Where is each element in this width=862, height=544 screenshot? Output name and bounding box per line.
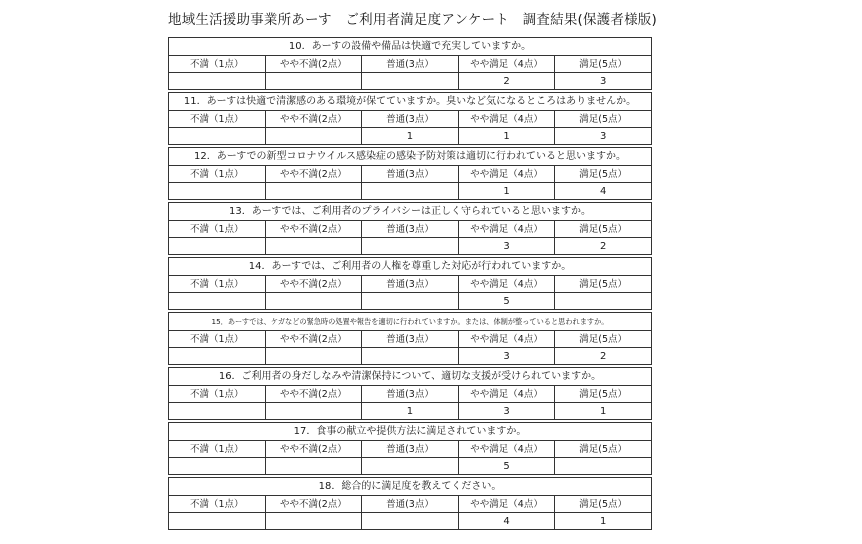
- answer-table: [168, 330, 652, 365]
- response-count: [362, 293, 459, 310]
- option-labels-row: [169, 496, 652, 513]
- option-label: 満足(5点）: [555, 221, 652, 238]
- question-text: 13．あーすでは、ご利用者のプライバシーは正しく守られていると思いますか。: [168, 202, 652, 221]
- option-label: 満足(5点）: [555, 276, 652, 293]
- option-label: やや不満(2点）: [265, 496, 362, 513]
- question-text: 15．あーすでは、ケガなどの緊急時の処置や報告を適切に行われていますか。または、体制が整っていると思われますか。: [168, 312, 652, 331]
- response-counts-row: [169, 183, 652, 200]
- option-label: やや不満(2点）: [265, 386, 362, 403]
- option-label: 不満（1点）: [169, 386, 266, 403]
- option-labels-row: [169, 276, 652, 293]
- response-count: [169, 458, 266, 475]
- answer-table: [168, 385, 652, 420]
- response-count: [265, 513, 362, 530]
- question-block: [168, 477, 652, 532]
- response-count: 3: [458, 348, 555, 365]
- response-count: [169, 183, 266, 200]
- response-counts-row: [169, 128, 652, 145]
- option-label: 普通(3点）: [362, 276, 459, 293]
- option-label: やや満足（4点）: [458, 276, 555, 293]
- option-label: やや満足（4点）: [458, 221, 555, 238]
- option-labels-row: [169, 221, 652, 238]
- response-count: 5: [458, 293, 555, 310]
- response-count: [169, 293, 266, 310]
- option-label: 不満（1点）: [169, 496, 266, 513]
- option-label: やや不満(2点）: [265, 331, 362, 348]
- question-block: [168, 367, 652, 422]
- response-count: [169, 513, 266, 530]
- option-label: やや不満(2点）: [265, 441, 362, 458]
- answer-table: [168, 440, 652, 475]
- response-counts-row: [169, 348, 652, 365]
- response-count: 1: [555, 403, 652, 420]
- option-label: 普通(3点）: [362, 386, 459, 403]
- question-text: 14．あーすでは、ご利用者の人権を尊重した対応が行われていますか。: [168, 257, 652, 276]
- response-count: [265, 238, 362, 255]
- response-count: [169, 238, 266, 255]
- question-block: [168, 37, 652, 92]
- response-counts-row: [169, 513, 652, 530]
- response-count: 4: [458, 513, 555, 530]
- option-label: 満足(5点）: [555, 496, 652, 513]
- response-count: [169, 128, 266, 145]
- option-label: やや満足（4点）: [458, 56, 555, 73]
- option-label: 普通(3点）: [362, 496, 459, 513]
- question-text: 16．ご利用者の身だしなみや清潔保持について、適切な支援が受けられていますか。: [168, 367, 652, 386]
- response-count: [265, 348, 362, 365]
- response-counts-row: [169, 458, 652, 475]
- option-label: 満足(5点）: [555, 441, 652, 458]
- option-label: 不満（1点）: [169, 276, 266, 293]
- response-count: 1: [362, 403, 459, 420]
- question-text: 18．総合的に満足度を教えてください。: [168, 477, 652, 496]
- option-label: 満足(5点）: [555, 331, 652, 348]
- question-block: [168, 422, 652, 477]
- response-count: [362, 513, 459, 530]
- response-count: [265, 183, 362, 200]
- response-count: [362, 73, 459, 90]
- option-label: 満足(5点）: [555, 166, 652, 183]
- question-text: 12．あーすでの新型コロナウイルス感染症の感染予防対策は適切に行われていると思いますか。: [168, 147, 652, 166]
- option-label: 不満（1点）: [169, 111, 266, 128]
- question-text: 10．あーすの設備や備品は快適で充実していますか。: [168, 37, 652, 56]
- response-count: 3: [555, 73, 652, 90]
- document-title: 地域生活援助事業所あーす ご利用者満足度アンケート 調査結果(保護者様版): [168, 12, 657, 28]
- question-block: [168, 202, 652, 257]
- option-label: やや不満(2点）: [265, 56, 362, 73]
- answer-table: [168, 220, 652, 255]
- option-label: 満足(5点）: [555, 386, 652, 403]
- option-label: やや満足（4点）: [458, 496, 555, 513]
- response-count: [362, 238, 459, 255]
- question-block: [168, 257, 652, 312]
- option-label: やや不満(2点）: [265, 111, 362, 128]
- response-count: 2: [555, 238, 652, 255]
- option-label: 不満（1点）: [169, 221, 266, 238]
- question-block: [168, 147, 652, 202]
- response-count: [265, 128, 362, 145]
- survey-document: [168, 0, 657, 532]
- option-label: 普通(3点）: [362, 166, 459, 183]
- option-label: やや満足（4点）: [458, 441, 555, 458]
- option-label: やや満足（4点）: [458, 331, 555, 348]
- option-label: 不満（1点）: [169, 56, 266, 73]
- option-label: 不満（1点）: [169, 166, 266, 183]
- response-count: [265, 293, 362, 310]
- answer-table: [168, 275, 652, 310]
- option-label: 普通(3点）: [362, 221, 459, 238]
- option-labels-row: [169, 166, 652, 183]
- option-label: やや満足（4点）: [458, 386, 555, 403]
- question-text: 11．あーすは快適で清潔感のある環境が保てていますか。臭いなど気になるところはありませんか。: [168, 92, 652, 111]
- response-count: [265, 403, 362, 420]
- option-labels-row: [169, 56, 652, 73]
- survey-results-sheet: [168, 37, 652, 532]
- option-label: 満足(5点）: [555, 56, 652, 73]
- question-block: [168, 312, 652, 367]
- response-count: 5: [458, 458, 555, 475]
- response-count: 1: [362, 128, 459, 145]
- response-count: [362, 348, 459, 365]
- option-labels-row: [169, 386, 652, 403]
- response-count: 2: [458, 73, 555, 90]
- option-label: 不満（1点）: [169, 441, 266, 458]
- response-count: 3: [458, 238, 555, 255]
- option-label: 普通(3点）: [362, 331, 459, 348]
- question-block: [168, 92, 652, 147]
- response-count: 1: [458, 183, 555, 200]
- option-label: 満足(5点）: [555, 111, 652, 128]
- answer-table: [168, 495, 652, 530]
- answer-table: [168, 110, 652, 145]
- response-count: [555, 458, 652, 475]
- response-count: [265, 458, 362, 475]
- response-count: 3: [458, 403, 555, 420]
- option-labels-row: [169, 441, 652, 458]
- response-count: 1: [458, 128, 555, 145]
- option-label: やや満足（4点）: [458, 111, 555, 128]
- response-count: [555, 293, 652, 310]
- response-counts-row: [169, 238, 652, 255]
- option-label: 普通(3点）: [362, 441, 459, 458]
- response-count: 2: [555, 348, 652, 365]
- answer-table: [168, 165, 652, 200]
- response-counts-row: [169, 403, 652, 420]
- response-counts-row: [169, 73, 652, 90]
- option-label: 普通(3点）: [362, 111, 459, 128]
- option-label: やや不満(2点）: [265, 166, 362, 183]
- option-label: 普通(3点）: [362, 56, 459, 73]
- response-count: [169, 73, 266, 90]
- response-count: [265, 73, 362, 90]
- option-label: やや不満(2点）: [265, 276, 362, 293]
- response-count: [362, 183, 459, 200]
- response-count: 4: [555, 183, 652, 200]
- option-label: やや満足（4点）: [458, 166, 555, 183]
- option-labels-row: [169, 111, 652, 128]
- answer-table: [168, 55, 652, 90]
- response-count: [169, 348, 266, 365]
- response-counts-row: [169, 293, 652, 310]
- response-count: [362, 458, 459, 475]
- option-label: やや不満(2点）: [265, 221, 362, 238]
- option-label: 不満（1点）: [169, 331, 266, 348]
- response-count: [169, 403, 266, 420]
- option-labels-row: [169, 331, 652, 348]
- question-text: 17．食事の献立や提供方法に満足されていますか。: [168, 422, 652, 441]
- response-count: 1: [555, 513, 652, 530]
- response-count: 3: [555, 128, 652, 145]
